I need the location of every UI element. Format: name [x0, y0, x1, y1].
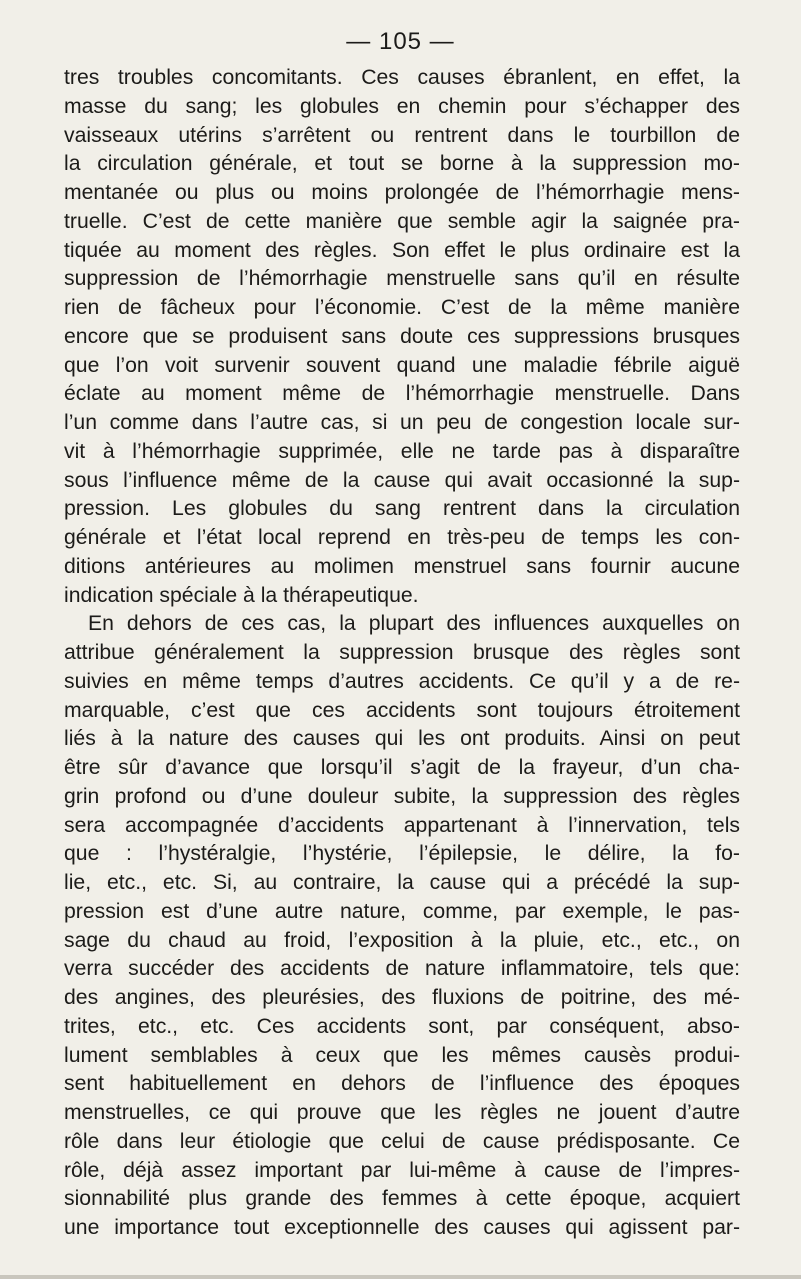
text-line: grin profond ou d’une douleur subite, la suppression des règles [64, 784, 740, 808]
text-line: pression. Les globules du sang rentrent dans la circulation [64, 497, 740, 521]
text-line: truelle. C’est de cette manière que semble agir la saignée pra- [64, 209, 740, 233]
text-line: encore que se produisent sans doute ces suppressions brusques [64, 324, 740, 348]
text-line: indication spéciale à la thérapeutique. [64, 583, 419, 607]
text-line: marquable, c’est que ces accidents sont toujours étroitement [64, 698, 740, 722]
page-number: — 105 — [346, 28, 455, 55]
text-line: En dehors de ces cas, la plupart des influences auxquelles on [88, 612, 740, 636]
text-line: masse du sang; les globules en chemin pour s’échapper des [64, 94, 740, 118]
text-line: trites, etc., etc. Ces accidents sont, par conséquent, abso- [64, 1014, 740, 1038]
text-line: sent habituellement en dehors de l’influence des époques [64, 1072, 740, 1096]
text-line: éclate au moment même de l’hémorrhagie menstruelle. Dans [64, 382, 740, 406]
text-line: l’un comme dans l’autre cas, si un peu de congestion locale sur- [64, 411, 740, 434]
text-line: menstruelles, ce qui prouve que les règles ne jouent d’autre [64, 1101, 740, 1124]
text-line: suivies en même temps d’autres accidents. Ce qu’il y a de re- [64, 669, 740, 693]
text-line: liés à la nature des causes qui les ont produits. Ainsi on peut [64, 727, 740, 751]
text-line: lument semblables à ceux que les mêmes causès produi- [64, 1043, 740, 1067]
text-line: sage du chaud au froid, l’exposition à la pluie, etc., etc., on [64, 928, 740, 952]
text-line: sera accompagnée d’accidents appartenant à l’innervation, tels [64, 813, 740, 837]
text-line: une importance tout exceptionnelle des causes qui agissent par- [64, 1216, 740, 1239]
text-line: rôle, déjà assez important par lui-même à cause de l’impres- [64, 1158, 740, 1182]
text-line: mentanée ou plus ou moins prolongée de l’hémorrhagie mens- [64, 181, 740, 204]
text-line: la circulation générale, et tout se borne à la suppression mo- [64, 152, 740, 176]
text-line: des angines, des pleurésies, des fluxions de poitrine, des mé- [64, 986, 740, 1009]
text-line: rôle dans leur étiologie que celui de cause prédisposante. Ce [64, 1129, 740, 1153]
page-bottom-edge [0, 1275, 801, 1279]
text-line: rien de fâcheux pour l’économie. C’est de la même manière [64, 296, 740, 319]
text-line: tiquée au moment des règles. Son effet le plus ordinaire est la [64, 238, 740, 262]
text-line: pression est d’une autre nature, comme, par exemple, le pas- [64, 899, 740, 923]
text-line: que l’on voit survenir souvent quand une maladie fébrile aiguë [64, 353, 740, 377]
text-line: que : l’hystéralgie, l’hystérie, l’épilepsie, le délire, la fo- [64, 842, 740, 866]
text-line: vaisseaux utérins s’arrêtent ou rentrent dans le tourbillon de [64, 123, 740, 147]
text-line: suppression de l’hémorrhagie menstruelle sans qu’il en résulte [64, 267, 740, 291]
text-line: attribue généralement la suppression brusque des règles sont [64, 641, 740, 664]
text-line: vit à l’hémorrhagie supprimée, elle ne tarde pas à disparaître [64, 439, 740, 463]
body-text [64, 64, 740, 1243]
text-line: sionnabilité plus grande des femmes à cette époque, acquiert [64, 1187, 740, 1211]
text-line: sous l’influence même de la cause qui avait occasionné la sup- [64, 468, 740, 492]
text-line: tres troubles concomitants. Ces causes ébranlent, en effet, la [64, 66, 740, 89]
text-line: générale et l’état local reprend en très-peu de temps les con- [64, 526, 740, 549]
text-line: verra succéder des accidents de nature inflammatoire, tels que: [64, 957, 740, 981]
text-line: ditions antérieures au molimen menstruel sans fournir aucune [64, 554, 740, 578]
text-line: lie, etc., etc. Si, au contraire, la cause qui a précédé la sup- [64, 871, 740, 894]
text-line: être sûr d’avance que lorsqu’il s’agit de la frayeur, d’un cha- [64, 756, 740, 779]
